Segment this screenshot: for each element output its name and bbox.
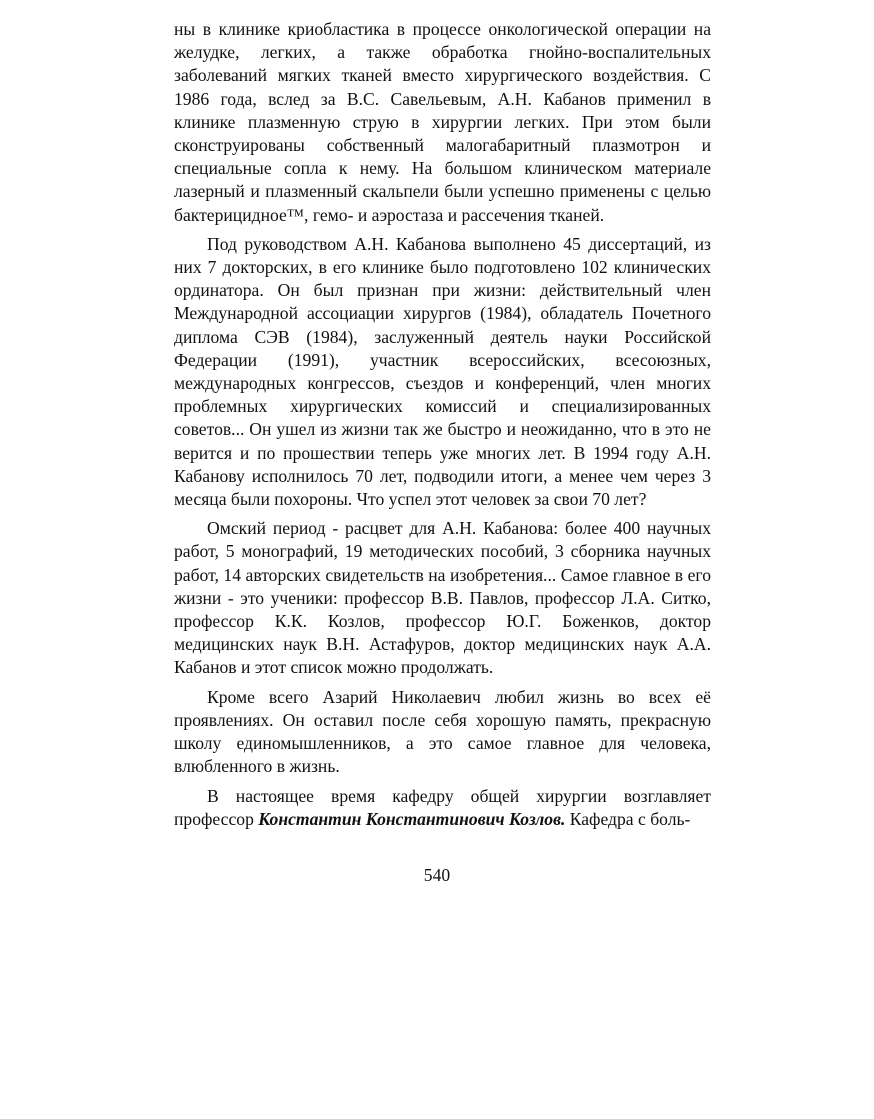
paragraph-3: Омский период - расцвет для А.Н. Кабанова: более 400 научных работ, 5 монографий, 19 методических пособий, 3 сборника научных работ, 14 авторских свидетельств на изобретения... Самое главное в его жизни - это ученики: профессор В.В. Павлов, профессор Л.А. Ситко, профессор К.К. Козлов, профессор Ю.Г. Боженков, доктор медицинских наук В.Н. Астафуров, доктор медицинских наук А.А. Кабанов и этот список можно продолжать. bbox=[174, 518, 711, 678]
paragraph-5-intro: В настоящее время кафедру общей хирургии возглавляет профессор bbox=[174, 785, 711, 829]
paragraph-1: ны в клинике криобластика в процессе онкологической операции на желудке, легких, а также обработка гнойно-воспалительных заболеваний мягких тканей вместо хирургического воздействия. С 1986 года, вслед за В.С. Савельевым, А.Н. Кабанов применил в клинике плазменную струю в хирургии легких. При этом были сконструированы собственный малогабаритный плазмотрон и специальные сопла к нему. На большом клиническом материале лазерный и плазменный скальпели были успешно применены с целью бактерицидное™, гемо- и аэростаза и рассечения тканей. bbox=[174, 19, 711, 225]
paragraph-5-continuation: Кафедра с боль- bbox=[565, 808, 691, 829]
paragraph-5 bbox=[174, 785, 711, 831]
paragraph-4: Кроме всего Азарий Николаевич любил жизнь во всех её проявлениях. Он оставил после себя хорошую память, прекрасную школу единомышленников, а это самое главное для человека, влюбленного в жизнь. bbox=[174, 686, 711, 777]
page-text-body bbox=[174, 18, 711, 837]
page-number: 540 bbox=[423, 865, 451, 885]
head-of-department-name: Константин Константинович Козлов. bbox=[258, 808, 566, 829]
paragraph-2: Под руководством А.Н. Кабанова выполнено 45 диссертаций, из них 7 докторских, в его клинике было подготовлено 102 клинических ординатора. Он был признан при жизни: действительный член Международной ассоциации хирургов (1984), обладатель Почетного диплома СЭВ (1984), заслуженный деятель науки Российской Федерации (1991), участник всероссийских, всесоюзных, международных конгрессов, съездов и конференций, член многих проблемных хирургических комиссий и специализированных советов... Он ушел из жизни так же быстро и неожиданно, что в это не верится и по прошествии теперь уже многих лет. В 1994 году А.Н. Кабанову исполнилось 70 лет, подводили итоги, а менее чем через 3 месяца были похороны. Что успел этот человек за свои 70 лет? bbox=[174, 233, 711, 510]
